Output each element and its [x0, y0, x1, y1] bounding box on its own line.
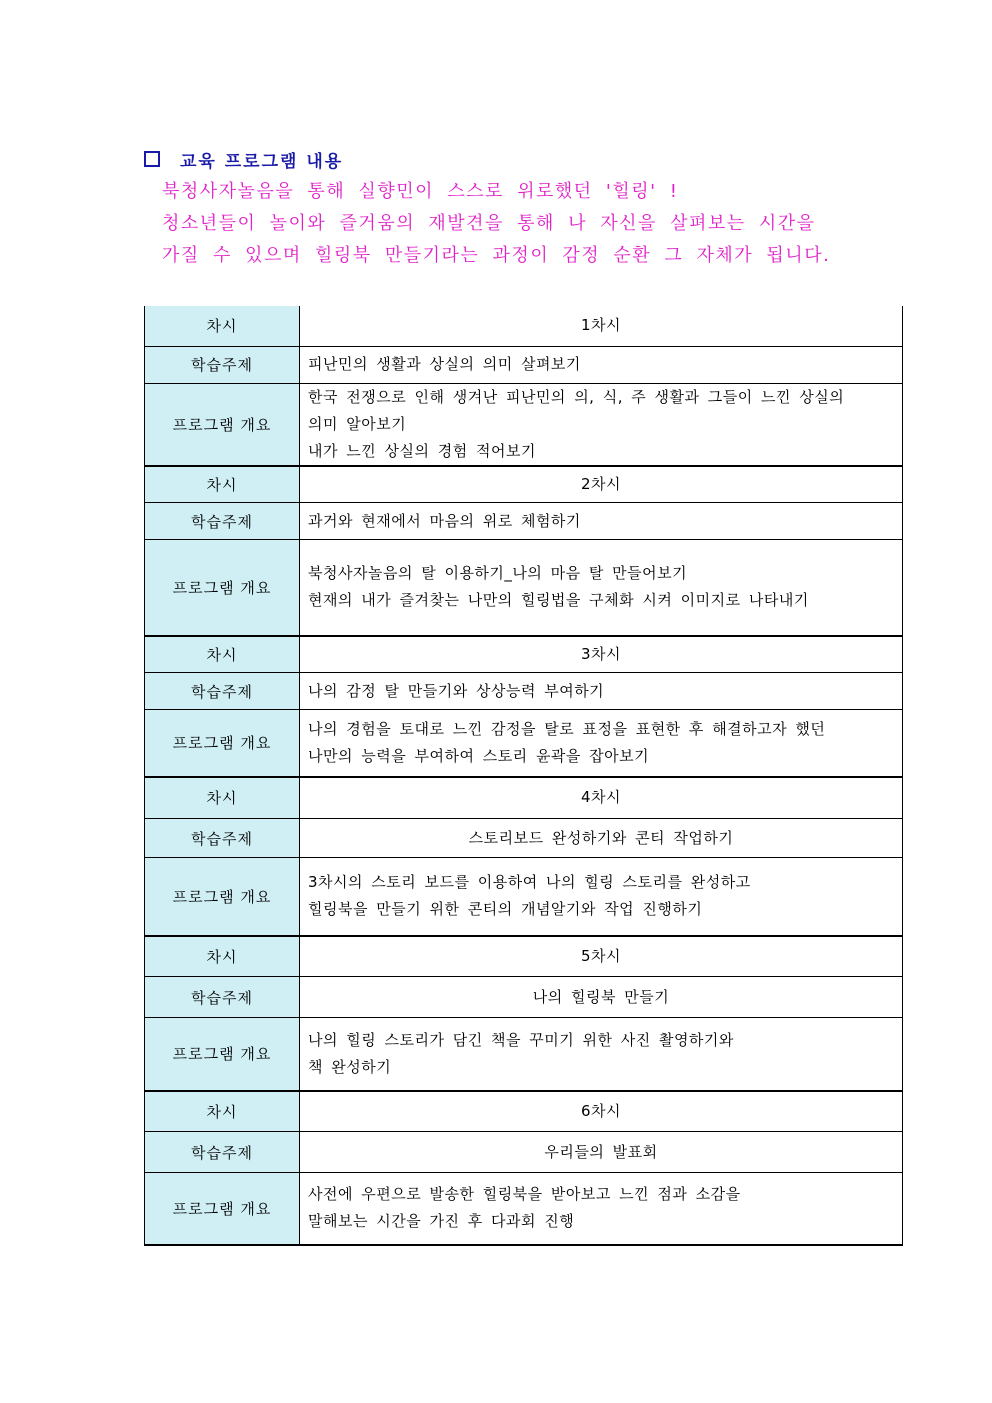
overview-value — [300, 710, 903, 777]
session-label: 차시 — [145, 466, 300, 503]
topic-row — [145, 819, 903, 858]
session-row — [145, 636, 903, 673]
topic-label: 학습주제 — [145, 673, 300, 710]
overview-label: 프로그램 개요 — [145, 383, 300, 466]
topic-label: 학습주제 — [145, 977, 300, 1018]
overview-line: 말해보는 시간을 가진 후 다과회 진행 — [308, 1212, 575, 1231]
topic-label: 학습주제 — [145, 346, 300, 383]
topic-row — [145, 673, 903, 710]
session-label: 차시 — [145, 636, 300, 673]
session-row — [145, 1091, 903, 1132]
session-row — [145, 777, 903, 819]
checkbox-icon — [144, 151, 160, 167]
session-number: 6차시 — [300, 1091, 903, 1132]
topic-label: 학습주제 — [145, 1132, 300, 1173]
overview-value — [300, 858, 903, 936]
overview-line: 힐링북을 만들기 위한 콘티의 개념알기와 작업 진행하기 — [308, 900, 703, 919]
session-number: 3차시 — [300, 636, 903, 673]
intro-line: 북청사자놀음을 통해 실향민이 스스로 위로했던 '힐링' ! — [162, 181, 679, 202]
overview-row — [145, 540, 903, 636]
overview-line: 책 완성하기 — [308, 1057, 392, 1076]
intro-text — [162, 176, 922, 272]
topic-row — [145, 503, 903, 540]
topic-label: 학습주제 — [145, 503, 300, 540]
topic-row — [145, 346, 903, 383]
overview-label: 프로그램 개요 — [145, 710, 300, 777]
topic-label: 학습주제 — [145, 819, 300, 858]
intro-line: 청소년들이 놀이와 즐거움의 재발견을 통해 나 자신을 살펴보는 시간을 — [162, 213, 816, 234]
overview-line: 북청사자놀음의 탈 이용하기_나의 마음 탈 만들어보기 — [308, 564, 688, 583]
overview-row — [145, 710, 903, 777]
session-label: 차시 — [145, 936, 300, 977]
overview-row — [145, 1018, 903, 1091]
session-label: 차시 — [145, 1091, 300, 1132]
section-heading — [144, 146, 343, 172]
topic-value: 나의 힐링북 만들기 — [300, 977, 903, 1018]
topic-row — [145, 1132, 903, 1173]
topic-value: 과거와 현재에서 마음의 위로 체험하기 — [300, 503, 903, 540]
session-label: 차시 — [145, 777, 300, 819]
overview-label: 프로그램 개요 — [145, 1018, 300, 1091]
overview-row — [145, 383, 903, 466]
session-row — [145, 306, 903, 346]
overview-line: 한국 전쟁으로 인해 생겨난 피난민의 의, 식, 주 생활과 그들이 느낀 상실의 — [308, 387, 845, 406]
overview-line: 현재의 내가 즐겨찾는 나만의 힐링법을 구체화 시켜 이미지로 나타내기 — [308, 591, 809, 610]
topic-row — [145, 977, 903, 1018]
session-label: 차시 — [145, 306, 300, 346]
topic-value: 피난민의 생활과 상실의 의미 살펴보기 — [300, 346, 903, 383]
overview-line: 사전에 우편으로 발송한 힐링북을 받아보고 느낀 점과 소감을 — [308, 1185, 741, 1204]
overview-label: 프로그램 개요 — [145, 540, 300, 636]
overview-line: 나의 힐링 스토리가 담긴 책을 꾸미기 위한 사진 촬영하기와 — [308, 1030, 734, 1049]
session-row — [145, 466, 903, 503]
overview-line: 나의 경험을 토대로 느낀 감정을 탈로 표정을 표현한 후 해결하고자 했던 — [308, 719, 826, 738]
overview-row — [145, 858, 903, 936]
intro-line: 가질 수 있으며 힐링북 만들기라는 과정이 감정 순환 그 자체가 됩니다. — [162, 245, 831, 266]
session-number: 2차시 — [300, 466, 903, 503]
session-number: 4차시 — [300, 777, 903, 819]
topic-value: 나의 감정 탈 만들기와 상상능력 부여하기 — [300, 673, 903, 710]
program-table — [144, 306, 903, 1246]
topic-value: 스토리보드 완성하기와 콘티 작업하기 — [300, 819, 903, 858]
session-number: 5차시 — [300, 936, 903, 977]
heading-title: 교육 프로그램 내용 — [180, 151, 344, 172]
overview-label: 프로그램 개요 — [145, 858, 300, 936]
overview-value — [300, 1018, 903, 1091]
session-row — [145, 936, 903, 977]
overview-value — [300, 540, 903, 636]
session-number: 1차시 — [300, 306, 903, 346]
overview-line: 내가 느낀 상실의 경험 적어보기 — [308, 441, 536, 460]
overview-line: 의미 알아보기 — [308, 414, 407, 433]
overview-value — [300, 383, 903, 466]
overview-line: 나만의 능력을 부여하여 스토리 윤곽을 잡아보기 — [308, 746, 650, 765]
overview-row — [145, 1173, 903, 1245]
topic-value: 우리들의 발표회 — [300, 1132, 903, 1173]
overview-line: 3차시의 스토리 보드를 이용하여 나의 힐링 스토리를 완성하고 — [308, 873, 751, 892]
overview-value — [300, 1173, 903, 1245]
overview-label: 프로그램 개요 — [145, 1173, 300, 1245]
